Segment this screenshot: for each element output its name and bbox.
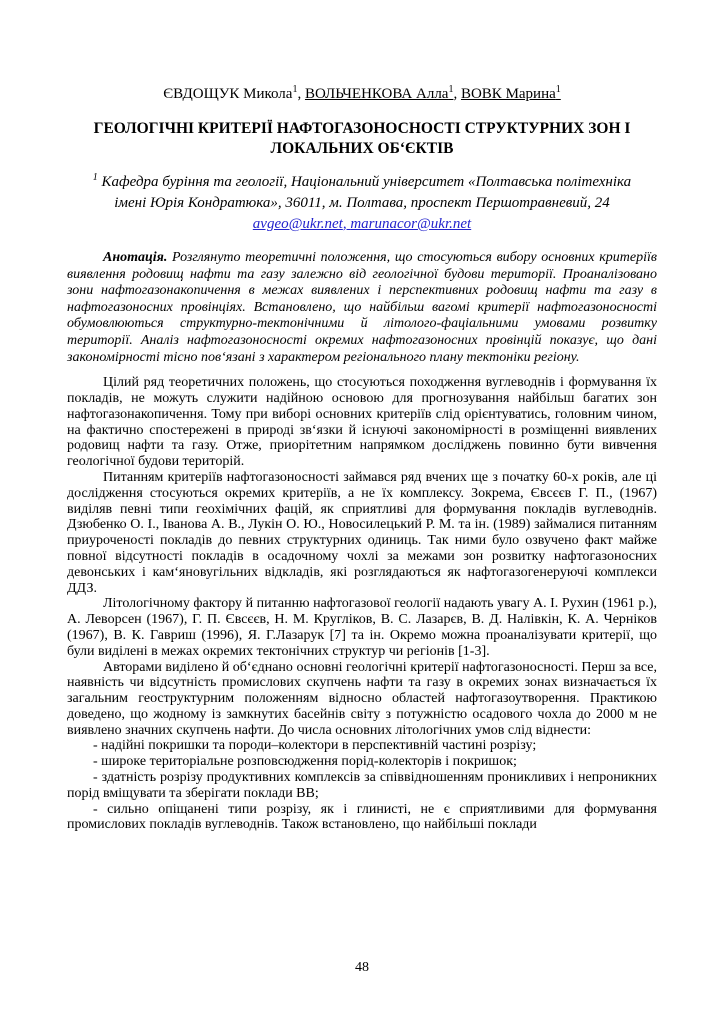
author-separator: , [453,86,461,102]
authors-line [67,85,657,103]
email-link-1[interactable]: avgeo@ukr.net [252,216,343,232]
body-paragraph-2: Питанням критеріїв нафтогазоносності займався ряд вчених ще з початку 60-х років, але ці дослідження стосуються окремих критеріїв, а не їх комплексу. Зокрема, Євсєєв Г. П., (1967) виділяв певні типи геохімічних фацій, як сприятливі для формування покладів вуглеводнів. Дзюбенко О. І., Іванова А. В., Лукін О. Ю., Новосилецький Р. М. та ін. (1989) займалися питанням приуроченості покладів до певних структурних одиниць. Так ними було озвучено факт майже повної відсутності покладів в осадочному чохлі за межами зон розвитку нафтогазоносних девонських і кам‘яновугільних відкладів, які розглядаються як нафтогазогенеруючі комплекси ДДЗ. [67,469,657,596]
body-paragraph-4: Авторами виділено й об‘єднано основні геологічні критерії нафтогазоносності. Перш за все, наявність чи відсутність промислових скупчень нафти та газу в окремих зонах визначається їх загальним геоструктурним положенням відносно областей нафтогазоутворення. Практикою доведено, що жодному із замкнутих басейнів світу з потужністю осадового чохла до 2000 м не виявлено значних скупчень нафти. До числа основних літологічних умов слід віднести: [67,659,657,738]
abstract-text: Розглянуто теоретичні положення, що стосуються вибору основних критеріїв виявлення родовищ нафти та газу залежно від геологічної будови території. Проаналізовано зони нафтогазонакопичення в межах виявлених і перспективних родовищ нафти та газу в нафтогазоносних провінціях. Встановлено, що найбільш вагомі критерії нафтогазоносності обумовлюються структурно-тектонічними й літолого-фаціальними умовами розвитку території. Аналіз нафтогазоносності окремих нафтогазоносних провінцій показує, що дані закономірності тісно пов‘язані з характером регіонального плану тектоніки регіону. [67,250,657,365]
list-item-3: - здатність розрізу продуктивних комплексів за співвідношенням проникливих і непроникних порід вміщувати та зберігати поклади ВВ; [67,770,657,801]
affiliation-text: Кафедра буріння та геології, Національний університет «Полтавська політехніка імені Юрія Кондратюка», 36011, м. Полтава, проспект Першотравневий, 24 [101,174,632,211]
list-item-1: - надійні покришки та породи–колектори в перспективній частині розрізу; [93,738,537,754]
affiliation-line [79,172,645,214]
abstract-label: Анотація. [103,250,168,265]
paper-title: ГЕОЛОГІЧНІ КРИТЕРІЇ НАФТОГАЗОНОСНОСТІ СТРУКТУРНИХ ЗОН І ЛОКАЛЬНИХ ОБ‘ЄКТІВ [93,120,631,157]
author-3-affiliation-mark: 1 [555,84,561,95]
affiliation-mark: 1 [92,172,98,183]
author-3 [461,86,561,102]
author-2-affiliation-mark: 1 [448,84,454,95]
author-2-name: ВОЛЬЧЕНКОВА Алла [304,86,449,102]
author-1-affiliation-mark: 1 [292,84,298,95]
author-1-name: ЄВДОЩУК Микола [163,86,293,102]
list-item-2: - широке територіальне розповсюдження порід-колекторів і покришок; [93,754,517,770]
author-3-name: ВОВК Марина [460,86,556,102]
author-separator: , [297,86,305,102]
abstract-paragraph [67,250,657,366]
email-link-2[interactable]: marunacor@ukr.net [350,216,472,232]
emails-line [67,214,657,235]
body-paragraph-1: Цілий ряд теоретичних положень, що стосуються походження вуглеводнів і формування їх покладів, не можуть служити надійною основою для прогнозування найбільш багатих зон нафтогазонакопичення. Тому при виборі основних критеріїв слід орієнтуватись, головним чином, на фактично спостережені в природі зв‘язки й існуючі закономірності в розміщенні виявлених родовищ нафти та газу. Отже, приорітетним напрямком досліджень повинно бути вивчення геологічної будови територій. [67,375,657,470]
body-paragraph-3: Літологічному фактору й питанню нафтогазової геології надають увагу А. І. Рухин (1961 р.), А. Леворсен (1967), Г. П. Євсєєв, Н. М. Кругліков, В. С. Лазарєв, В. Д. Налівкін, К. А. Черніков (1967), В. К. Гавриш (1996), Я. Г.Лазарук [7] та ін. Окремо можна проаналізувати критерії, що були виділені в межах окремих тектонічних структур чи регіонів [1-3]. [67,596,657,659]
list-item-4: - сильно опіщанені типи розрізу, як і глинисті, не є сприятливими для формування промислових покладів вуглеводнів. Також встановлено, що найбільші поклади [67,801,657,833]
page-number: 48 [355,960,369,975]
author-1 [163,86,297,102]
email-separator: , [342,216,351,232]
author-2 [305,86,454,102]
